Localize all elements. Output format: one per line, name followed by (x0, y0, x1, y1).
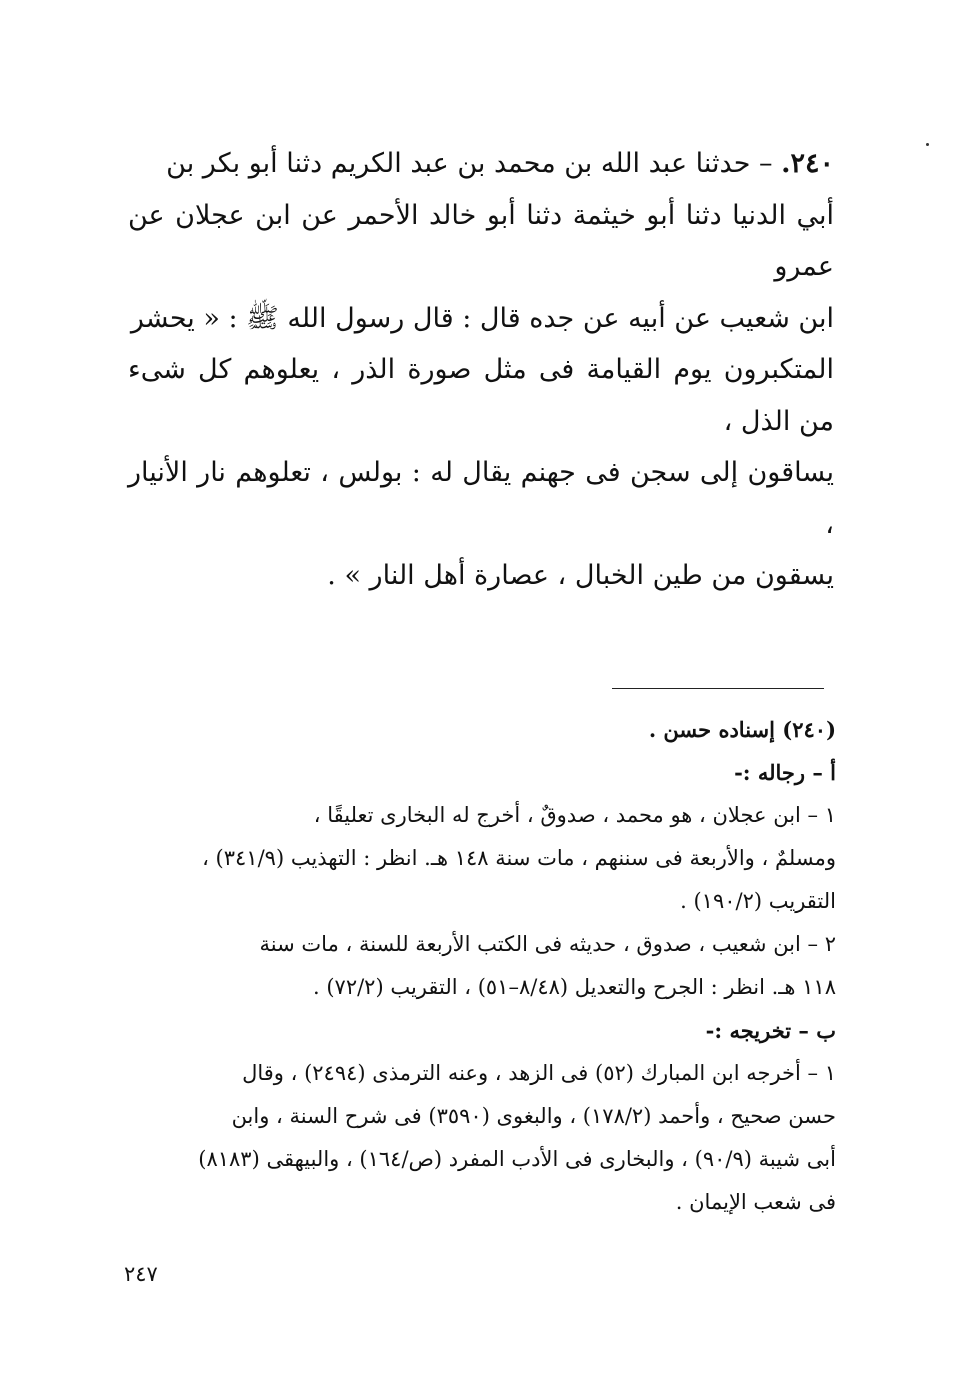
section-b-item-1 (120, 1052, 836, 1224)
footnote-heading: (٢٤٠) إسناده حسن . (648, 717, 836, 742)
section-a-title: أ – رجاله :- (734, 760, 836, 785)
section-b-title: ب – تخريجه :- (705, 1018, 836, 1043)
hadith-line-6: يسقون من طين الخبال ، عصارة أهل النار » . (327, 560, 834, 591)
hadith-number: ٢٤٠. (781, 148, 834, 179)
page-number: ٢٤٧ (124, 1262, 158, 1286)
section-a-item-1 (120, 794, 836, 923)
footnotes (120, 708, 836, 1224)
section-a-item-1-line: ومسلمٌ ، والأربعة فى سننهم ، مات سنة ١٤٨ هـ. انظر : التهذيب (٣٤١/٩) ، (202, 846, 836, 870)
section-a-item-1-line: التقريب (١٩٠/٢) . (680, 889, 836, 913)
scan-speck (926, 143, 929, 146)
section-a-item-2-line: ١١٨ هـ. انظر : الجرح والتعديل (٨/٤٨–٥١) ، التقريب (٧٢/٢) . (313, 975, 836, 999)
section-b-item-1-line: فى شعب الإيمان . (675, 1190, 836, 1214)
hadith-line-2: أبي الدنيا دثنا أبو خيثمة دثنا أبو خالد الأحمر عن ابن عجلان عن عمرو (128, 199, 834, 282)
hadith-line-1: ٢٤٠. – حدثنا عبد الله بن محمد بن عبد الكريم دثنا أبو بكر بن (166, 148, 834, 179)
hadith-line-5: يساقون إلى سجن فى جهنم يقال له : بولس ، تعلوهم نار الأنيار ، (128, 457, 834, 540)
section-b-item-1-line: حسن صحيح ، وأحمد (١٧٨/٢) ، والبغوى (٣٥٩٠) فى شرح السنة ، وابن (231, 1104, 836, 1128)
hadith-line-4: المتكبرون يوم القيامة فى مثل صورة الذر ، يعلوهم كل شىء من الذل ، (128, 354, 834, 437)
section-a-item-2-line: ٢ – ابن شعيب ، صدوق ، حديثه فى الكتب الأربعة للسنة ، مات سنة (259, 932, 836, 956)
section-a-item-2 (120, 923, 836, 1009)
hadith-240-text (128, 138, 834, 602)
section-a-item-1-line: ١ – ابن عجلان ، هو محمد ، صدوقٌ ، أخرج له البخارى تعليقًا ، (313, 803, 836, 827)
section-b-item-1-line: أبى شيبة (٩٠/٩) ، والبخارى فى الأدب المفرد (ص/١٦٤) ، والبيهقى (٨١٨٣) (198, 1147, 836, 1171)
hadith-line-3: ابن شعيب عن أبيه عن جده قال : قال رسول الله ﷺ : « يحشر (130, 302, 834, 334)
footnote-separator (612, 688, 824, 689)
section-b-item-1-line: ١ – أخرجه ابن المبارك (٥٢) فى الزهد ، وعنه الترمذى (٢٤٩٤) ، وقال (242, 1061, 836, 1085)
